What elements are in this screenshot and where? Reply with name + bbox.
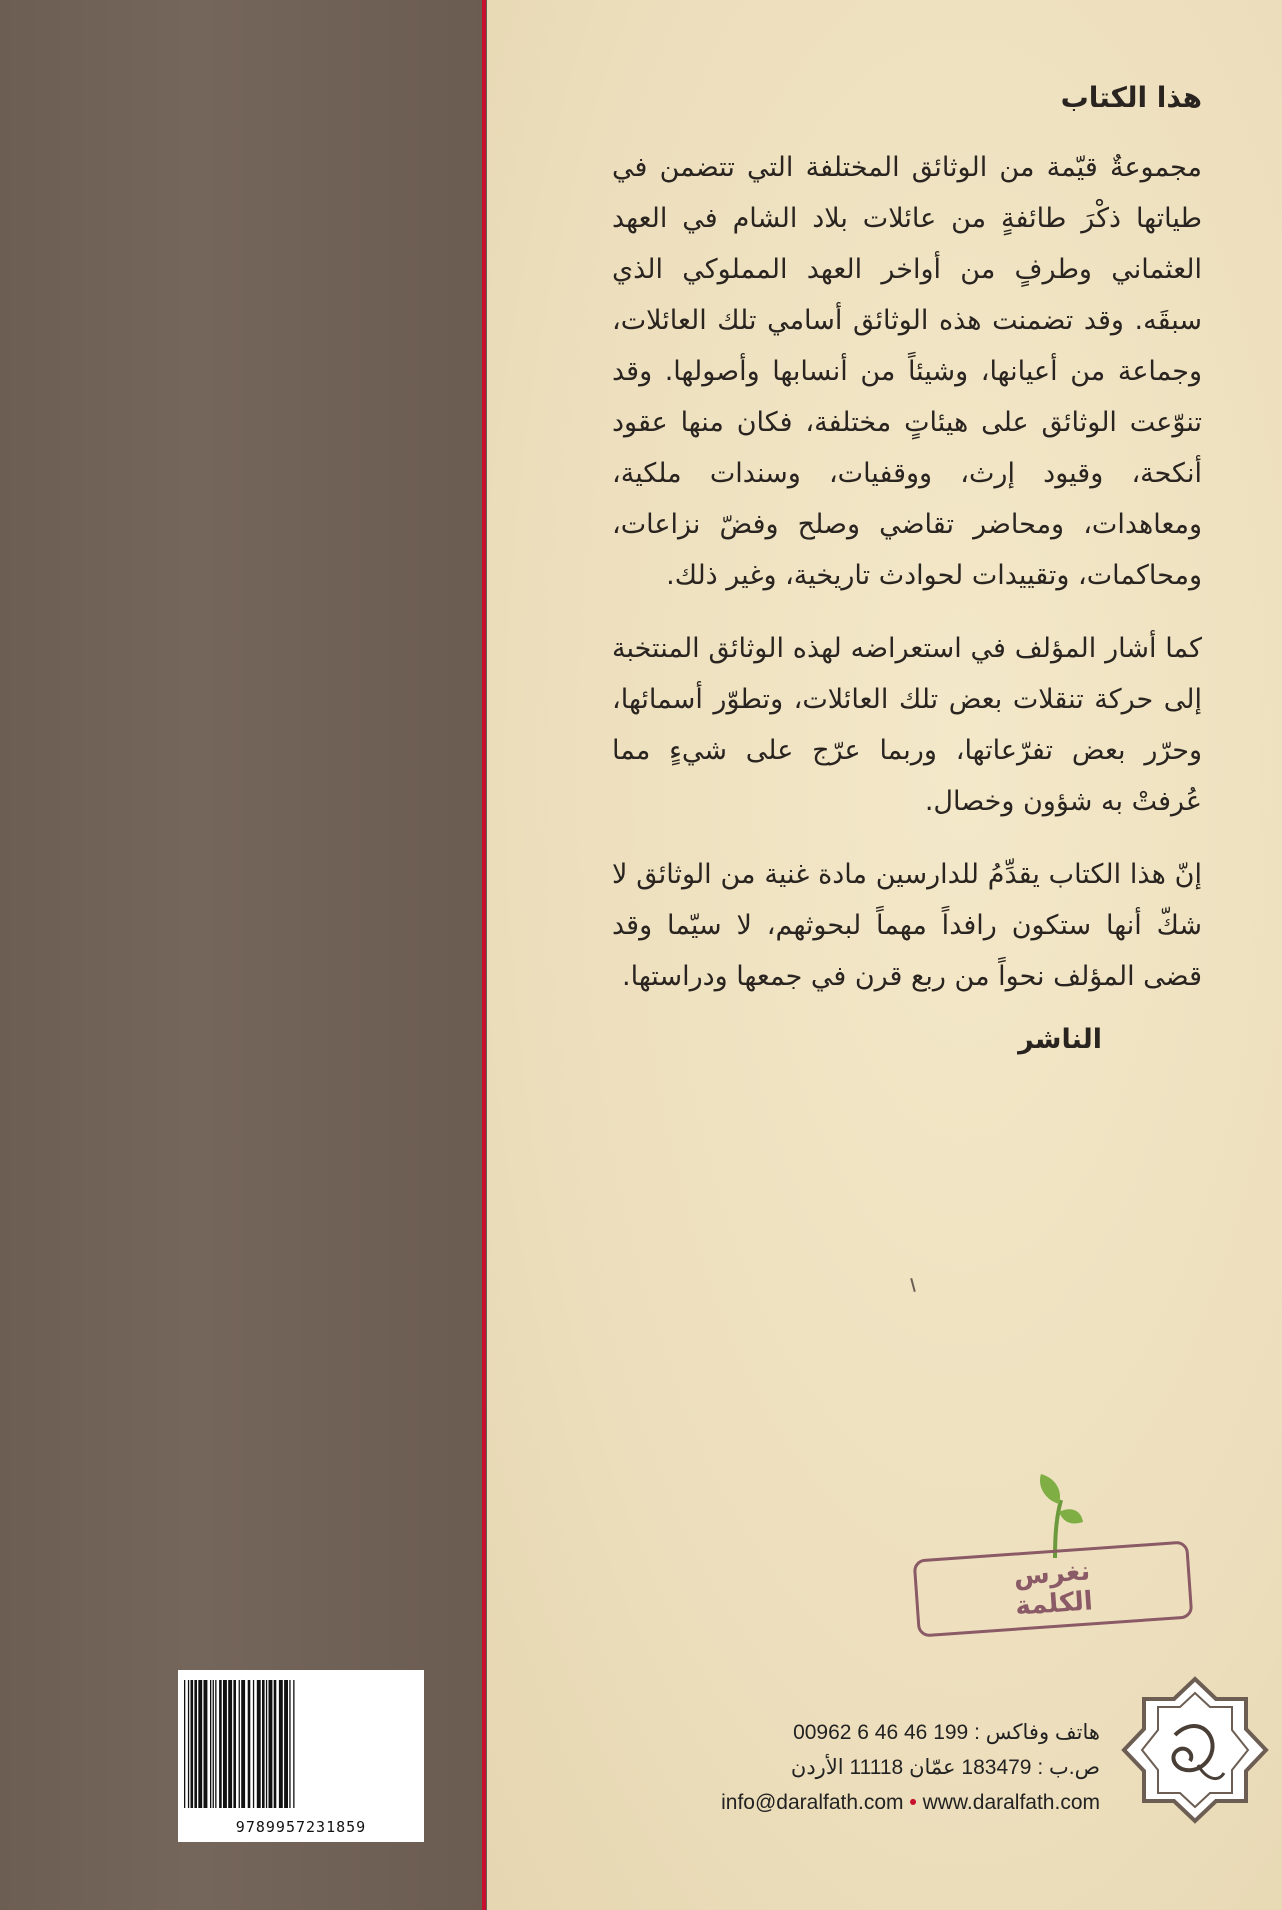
phone-label: هاتف وفاكس : [974,1721,1100,1744]
blurb-paragraph-3: إنّ هذا الكتاب يقدِّمُ للدارسين مادة غنية من الوثائق لا شكّ أنها ستكون رافداً مهماً لبحوثهم، لا سيّما وقد قضى المؤلف نحواً من ربع قرن في جمعها ودراستها. [612,859,1202,992]
city: عمّان [909,1756,956,1779]
stamp-frame [913,1540,1194,1637]
pobox-label: ص.ب : [1037,1756,1100,1779]
red-edge-stripe [482,0,486,1910]
publisher-logo-icon [1120,1675,1270,1825]
book-spine-panel [0,0,487,1910]
country: الأردن [790,1756,844,1779]
postal-code: 11118 [849,1756,904,1779]
pobox-line [600,1750,1100,1785]
web-line [600,1785,1100,1820]
contact-block [600,1715,1100,1820]
publisher-signature: الناشر [1018,1024,1102,1055]
blurb-paragraph-2: كما أشار المؤلف في استعراضه لهذه الوثائق المنتخبة إلى حركة تنقلات بعض تلك العائلات، وتطوّر أسمائها، وحرّر بعض تفرّعاتها، وربما عرّج على شيءٍ مما عُرفتْ به شؤون وخصال. [612,633,1202,817]
stamp-text-line1: نغرس [1012,1556,1092,1592]
website-link[interactable]: www.daralfath.com [922,1791,1100,1814]
email-link[interactable]: info@daralfath.com [721,1791,904,1814]
series-stamp [915,1470,1195,1630]
isbn-barcode [178,1670,424,1842]
sprout-icon [1025,1470,1085,1560]
phone-value: 00962 6 46 46 199 [793,1721,969,1744]
barcode-bars [182,1680,420,1808]
blurb-text-block [612,78,1202,1055]
blurb-paragraph-1: مجموعةٌ قيّمة من الوثائق المختلفة التي تتضمن في طياتها ذكْرَ طائفةٍ من عائلات بلاد الشام في العهد العثماني وطرفٍ من أواخر العهد المملوكي الذي سبقَه. وقد تضمنت هذه الوثائق أسامي تلك العائلات، وجماعة من أعيانها، وشيئاً من أنسابها وأصولها. وقد تنوّعت الوثائق على هيئاتٍ مختلفة، فكان منها عقود أنكحة، وقيود إرث، ووقفيات، وسندات ملكية، ومعاهدات، ومحاضر تقاضي وصلح وفضّ نزاعات، ومحاكمات، وتقييدات لحوادث تاريخية، وغير ذلك. [612,152,1202,591]
pobox-value: 183479 [961,1756,1032,1779]
stamp-text-line2: الكلمة [1014,1586,1094,1622]
blurb-heading: هذا الكتاب [1060,81,1202,114]
separator-dot: • [909,1791,917,1814]
isbn-number: 9789957231859 [235,1818,367,1836]
phone-line [600,1715,1100,1750]
